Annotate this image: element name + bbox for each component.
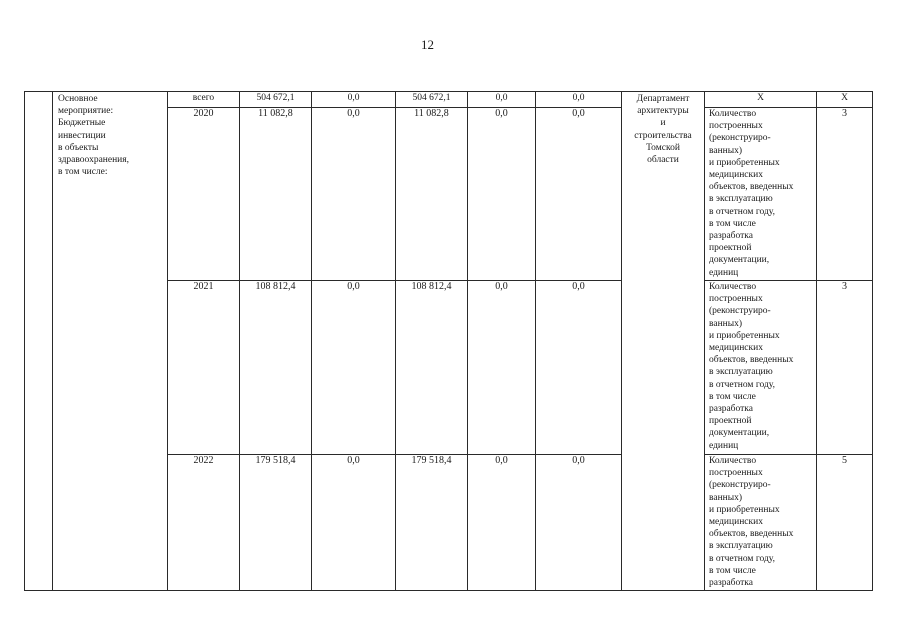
year-cell: 2020 (168, 108, 240, 281)
total-cell: 108 812,4 (240, 281, 312, 455)
indicator-line: медицинских (709, 343, 763, 354)
page-number: 12 (421, 37, 434, 52)
indicator-value-cell: 5 (817, 455, 873, 591)
total-cell: 504 672,1 (240, 92, 312, 108)
indicator-line: объектов, введенных (709, 355, 794, 366)
indicator-cell (705, 281, 817, 455)
year-cell: всего (168, 92, 240, 108)
year-cell: 2021 (168, 281, 240, 455)
indicator-line: Количество (709, 109, 757, 119)
indicator-line: медицинских (709, 170, 763, 181)
indicator-line: в эксплуатацию (709, 541, 773, 552)
regional-cell: 108 812,4 (396, 281, 468, 455)
indicator-line: в эксплуатацию (709, 367, 773, 378)
indicator-line: разработка (709, 231, 753, 242)
federal-cell: 0,0 (312, 281, 396, 455)
indicator-cell (705, 455, 817, 591)
federal-cell: 0,0 (312, 455, 396, 591)
indicator-line: единиц (709, 267, 739, 278)
indicator-line: и приобретенных (709, 330, 780, 341)
indicator-line: медицинских (709, 517, 763, 528)
other-cell: 0,0 (536, 455, 622, 591)
indicator-line: единиц (709, 440, 739, 451)
budget-table (24, 91, 873, 591)
department-line: области (647, 155, 679, 166)
indicator-value-cell: X (817, 92, 873, 108)
local-cell: 0,0 (468, 281, 536, 455)
table-row-total (25, 92, 873, 108)
indicator-value-cell: 3 (817, 281, 873, 455)
indicator-cell (705, 108, 817, 281)
indicator-line: (реконструиро- (709, 133, 771, 144)
indicator-line: проектной (709, 243, 752, 254)
department-line: и (660, 118, 666, 129)
indicator-line: Количество (709, 282, 757, 292)
indicator-line: построенных (709, 121, 763, 132)
local-cell: 0,0 (468, 92, 536, 108)
indicator-line: (реконструиро- (709, 306, 771, 317)
indicator-line: в том числе (709, 391, 756, 402)
activity-line: мероприятие: (58, 106, 114, 117)
indicator-cell: X (705, 92, 817, 108)
indicator-line: разработка (709, 578, 753, 589)
indicator-line: объектов, введенных (709, 182, 794, 193)
total-cell: 179 518,4 (240, 455, 312, 591)
regional-cell: 504 672,1 (396, 92, 468, 108)
total-cell: 11 082,8 (240, 108, 312, 281)
federal-cell: 0,0 (312, 108, 396, 281)
indicator-line: в отчетном году, (709, 206, 775, 217)
indicator-line: разработка (709, 404, 753, 415)
indicator-line: и приобретенных (709, 504, 780, 515)
indicator-value-cell: 3 (817, 108, 873, 281)
indicator-line: ванных) (709, 318, 743, 329)
indicator-line: документации, (709, 428, 770, 439)
indicator-line: объектов, введенных (709, 529, 794, 540)
activity-line: в объекты (58, 142, 99, 153)
indicator-line: в отчетном году, (709, 553, 775, 564)
indicator-line: и приобретенных (709, 157, 780, 168)
indicator-line: в том числе (709, 218, 756, 229)
department-line: архитектуры (637, 106, 689, 117)
activity-line: здравоохранения, (58, 155, 129, 166)
indicator-line: в эксплуатацию (709, 194, 773, 205)
activity-line: в том числе: (58, 167, 108, 178)
local-cell: 0,0 (468, 108, 536, 281)
other-cell: 0,0 (536, 108, 622, 281)
activity-name-cell (53, 92, 168, 591)
indicator-line: документации, (709, 255, 770, 266)
department-line: строительства (634, 130, 692, 141)
row-number-cell (25, 92, 53, 591)
department-line: Томской (646, 142, 680, 153)
activity-line: Основное (58, 94, 98, 104)
indicator-line: построенных (709, 294, 763, 305)
department-line: Департамент (636, 94, 690, 104)
indicator-line: Количество (709, 456, 757, 466)
activity-line: инвестиции (58, 130, 106, 141)
indicator-line: построенных (709, 468, 763, 479)
year-cell: 2022 (168, 455, 240, 591)
other-cell: 0,0 (536, 281, 622, 455)
indicator-line: в том числе (709, 565, 756, 576)
other-cell: 0,0 (536, 92, 622, 108)
indicator-line: ванных) (709, 145, 743, 156)
indicator-line: (реконструиро- (709, 480, 771, 491)
local-cell: 0,0 (468, 455, 536, 591)
indicator-line: проектной (709, 416, 752, 427)
indicator-line: ванных) (709, 492, 743, 503)
department-cell (622, 92, 705, 591)
federal-cell: 0,0 (312, 92, 396, 108)
indicator-line: в отчетном году, (709, 379, 775, 390)
activity-line: Бюджетные (58, 118, 106, 129)
regional-cell: 11 082,8 (396, 108, 468, 281)
regional-cell: 179 518,4 (396, 455, 468, 591)
